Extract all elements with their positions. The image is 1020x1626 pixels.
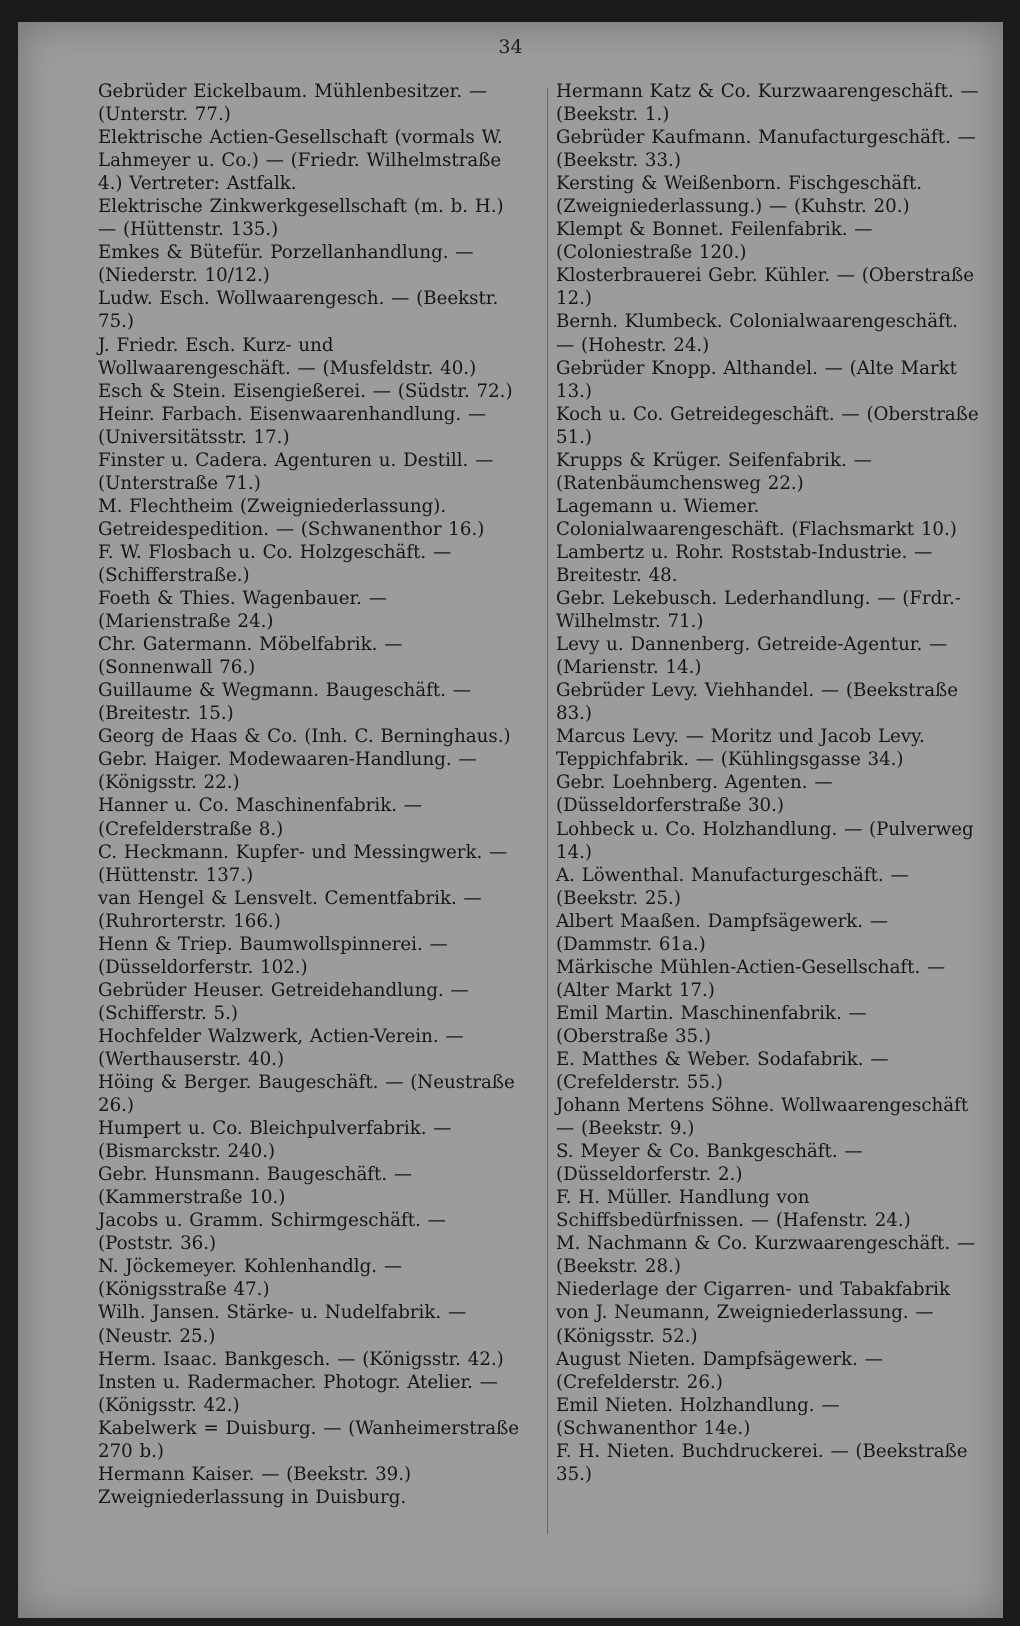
directory-entry: Wilh. Jansen. Stärke- u. Nudelfabrik. — (Neustr. 25.) <box>98 1302 467 1347</box>
directory-entry: Lagemann u. Wiemer. Colonialwaarengeschäft. (Flachsmarkt 10.) <box>556 495 957 540</box>
directory-entry: Gebrüder Knopp. Althandel. — (Alte Markt 13.) <box>556 357 957 402</box>
directory-entry: Kersting & Weißenborn. Fischgeschäft. (Zweigniederlassung.) — (Kuhstr. 20.) <box>556 173 923 218</box>
directory-entry: Georg de Haas & Co. (Inh. C. Berninghaus.) <box>98 726 511 748</box>
directory-entry: A. Löwenthal. Manufacturgeschäft. — (Beekstr. 25.) <box>556 864 909 909</box>
directory-entry: Humpert u. Co. Bleichpulverfabrik. — (Bismarckstr. 240.) <box>98 1118 452 1163</box>
directory-entry: Gebr. Haiger. Modewaaren-Handlung. — (Königsstr. 22.) <box>98 749 477 794</box>
directory-entry: Elektrische Zinkwerkgesellschaft (m. b. H.) — (Hüttenstr. 135.) <box>98 196 504 241</box>
directory-entry: Gebrüder Heuser. Getreidehandlung. — (Schifferstr. 5.) <box>98 979 469 1024</box>
directory-entry: Klosterbrauerei Gebr. Kühler. — (Oberstraße 12.) <box>556 265 974 310</box>
directory-entry: Marcus Levy. — Moritz und Jacob Levy. Teppichfabrik. — (Kühlingsgasse 34.) <box>556 726 925 771</box>
directory-entry: Märkische Mühlen-Actien-Gesellschaft. — (Alter Markt 17.) <box>556 956 946 1001</box>
column-divider <box>547 88 548 1534</box>
directory-entry: Henn & Triep. Baumwollspinnerei. — (Düsseldorferstr. 102.) <box>98 933 448 978</box>
directory-entry: Gebr. Hunsmann. Baugeschäft. — (Kammerstraße 10.) <box>98 1164 413 1209</box>
directory-entry: Hermann Katz & Co. Kurzwaarengeschäft. — (Beekstr. 1.) <box>556 81 979 126</box>
directory-entry: Foeth & Thies. Wagenbauer. — (Marienstraße 24.) <box>98 588 387 633</box>
directory-entry: Esch & Stein. Eisengießerei. — (Südstr. 72.) <box>98 380 513 402</box>
right-column <box>556 80 981 1486</box>
directory-entry: August Nieten. Dampfsägewerk. — (Crefelderstr. 26.) <box>556 1348 883 1393</box>
directory-entry: Gebrüder Levy. Viehhandel. — (Beekstraße 83.) <box>556 680 958 725</box>
directory-entry: S. Meyer & Co. Bankgeschäft. — (Düsseldorferstr. 2.) <box>556 1141 863 1186</box>
left-column <box>98 80 523 1509</box>
directory-entry: Jacobs u. Gramm. Schirmgeschäft. — (Poststr. 36.) <box>98 1210 446 1255</box>
directory-entry: E. Matthes & Weber. Sodafabrik. — (Crefelderstr. 55.) <box>556 1048 889 1094</box>
directory-entry: F. W. Flosbach u. Co. Holzgeschäft. — (Schifferstraße.) <box>98 541 452 586</box>
directory-entry: Ludw. Esch. Wollwaarengesch. — (Beekstr. 75.) <box>98 288 499 333</box>
directory-entry: Gebr. Loehnberg. Agenten. — (Düsseldorferstraße 30.) <box>556 772 833 817</box>
directory-entry: F. H. Müller. Handlung von Schiffsbedürfnissen. — (Hafenstr. 24.) <box>556 1187 911 1232</box>
directory-entry: Kabelwerk = Duisburg. — (Wanheimerstraße 270 b.) <box>98 1417 520 1462</box>
directory-entry: Lohbeck u. Co. Holzhandlung. — (Pulverweg 14.) <box>556 818 974 863</box>
directory-entry: Höing & Berger. Baugeschäft. — (Neustraße 26.) <box>98 1072 515 1117</box>
directory-entry: Gebrüder Kaufmann. Manufacturgeschäft. — (Beekstr. 33.) <box>556 127 976 172</box>
directory-entry: Krupps & Krüger. Seifenfabrik. — (Ratenbäumchensweg 22.) <box>556 449 872 494</box>
directory-entry: Gebrüder Eickelbaum. Mühlenbesitzer. — (Unterstr. 77.) <box>98 81 488 126</box>
directory-entry: Insten u. Radermacher. Photogr. Atelier. — (Königsstr. 42.) <box>98 1371 498 1416</box>
directory-entry: Gebr. Lekebusch. Lederhandlung. — (Frdr.-Wilhelmstr. 71.) <box>556 588 961 633</box>
directory-entry: Emil Martin. Maschinenfabrik. — (Oberstraße 35.) <box>556 1002 867 1047</box>
directory-entry: van Hengel & Lensvelt. Cementfabrik. — (Ruhrorterstr. 166.) <box>98 887 482 932</box>
directory-entry: Johann Mertens Söhne. Wollwaarengeschäft — (Beekstr. 9.) <box>556 1095 969 1140</box>
directory-entry: Chr. Gatermann. Möbelfabrik. — (Sonnenwall 76.) <box>98 634 403 679</box>
directory-entry: F. H. Nieten. Buchdruckerei. — (Beekstraße 35.) <box>556 1440 968 1485</box>
directory-entry: Niederlage der Cigarren- und Tabakfabrik von J. Neumann, Zweigniederlassung. — (Königsstr. 52.) <box>556 1279 951 1347</box>
directory-entry: Heinr. Farbach. Eisenwaarenhandlung. — (Universitätsstr. 17.) <box>98 403 487 448</box>
directory-entry: M. Flechtheim (Zweigniederlassung). Getreidespedition. — (Schwanenthor 16.) <box>98 495 485 540</box>
directory-entry: Guillaume & Wegmann. Baugeschäft. — (Breitestr. 15.) <box>98 680 471 725</box>
directory-entry: Herm. Isaac. Bankgesch. — (Königsstr. 42.) <box>98 1348 504 1370</box>
directory-entry: J. Friedr. Esch. Kurz- und Wollwaarengeschäft. — (Musfeldstr. 40.) <box>98 334 477 379</box>
directory-entry: C. Heckmann. Kupfer- und Messingwerk. — (Hüttenstr. 137.) <box>98 841 508 886</box>
directory-entry: N. Jöckemeyer. Kohlenhandlg. — (Königsstraße 47.) <box>98 1256 403 1301</box>
directory-entry: M. Nachmann & Co. Kurzwaarengeschäft. — (Beekstr. 28.) <box>556 1233 976 1278</box>
directory-entry: Levy u. Dannenberg. Getreide-Agentur. — (Marienstr. 14.) <box>556 634 948 679</box>
directory-entry: Emkes & Bütefür. Porzellanhandlung. — (Niederstr. 10/12.) <box>98 242 474 287</box>
page-number: 34 <box>498 36 523 58</box>
directory-entry: Hochfelder Walzwerk, Actien-Verein. — (Werthauserstr. 40.) <box>98 1025 464 1070</box>
directory-entry: Hermann Kaiser. — (Beekstr. 39.) Zweigniederlassung in Duisburg. <box>98 1463 412 1508</box>
directory-entry: Elektrische Actien-Gesellschaft (vormals W. Lahmeyer u. Co.) — (Friedr. Wilhelmstraße 4.) Vertreter: Astfalk. <box>98 127 503 195</box>
directory-entry: Lambertz u. Rohr. Roststab-Industrie. — Breitestr. 48. <box>556 541 933 586</box>
directory-entry: Koch u. Co. Getreidegeschäft. — (Oberstraße 51.) <box>556 403 979 448</box>
directory-entry: Klempt & Bonnet. Feilenfabrik. — (Coloniestraße 120.) <box>556 219 873 264</box>
directory-page <box>18 22 1003 1618</box>
directory-entry: Albert Maaßen. Dampfsägewerk. — (Dammstr. 61a.) <box>556 910 889 955</box>
directory-entry: Emil Nieten. Holzhandlung. — (Schwanenthor 14e.) <box>556 1394 840 1439</box>
directory-entry: Hanner u. Co. Maschinenfabrik. — (Crefelderstraße 8.) <box>98 795 422 840</box>
directory-entry: Finster u. Cadera. Agenturen u. Destill. — (Unterstraße 71.) <box>98 449 494 494</box>
directory-entry: Bernh. Klumbeck. Colonialwaarengeschäft. — (Hohestr. 24.) <box>556 311 958 356</box>
